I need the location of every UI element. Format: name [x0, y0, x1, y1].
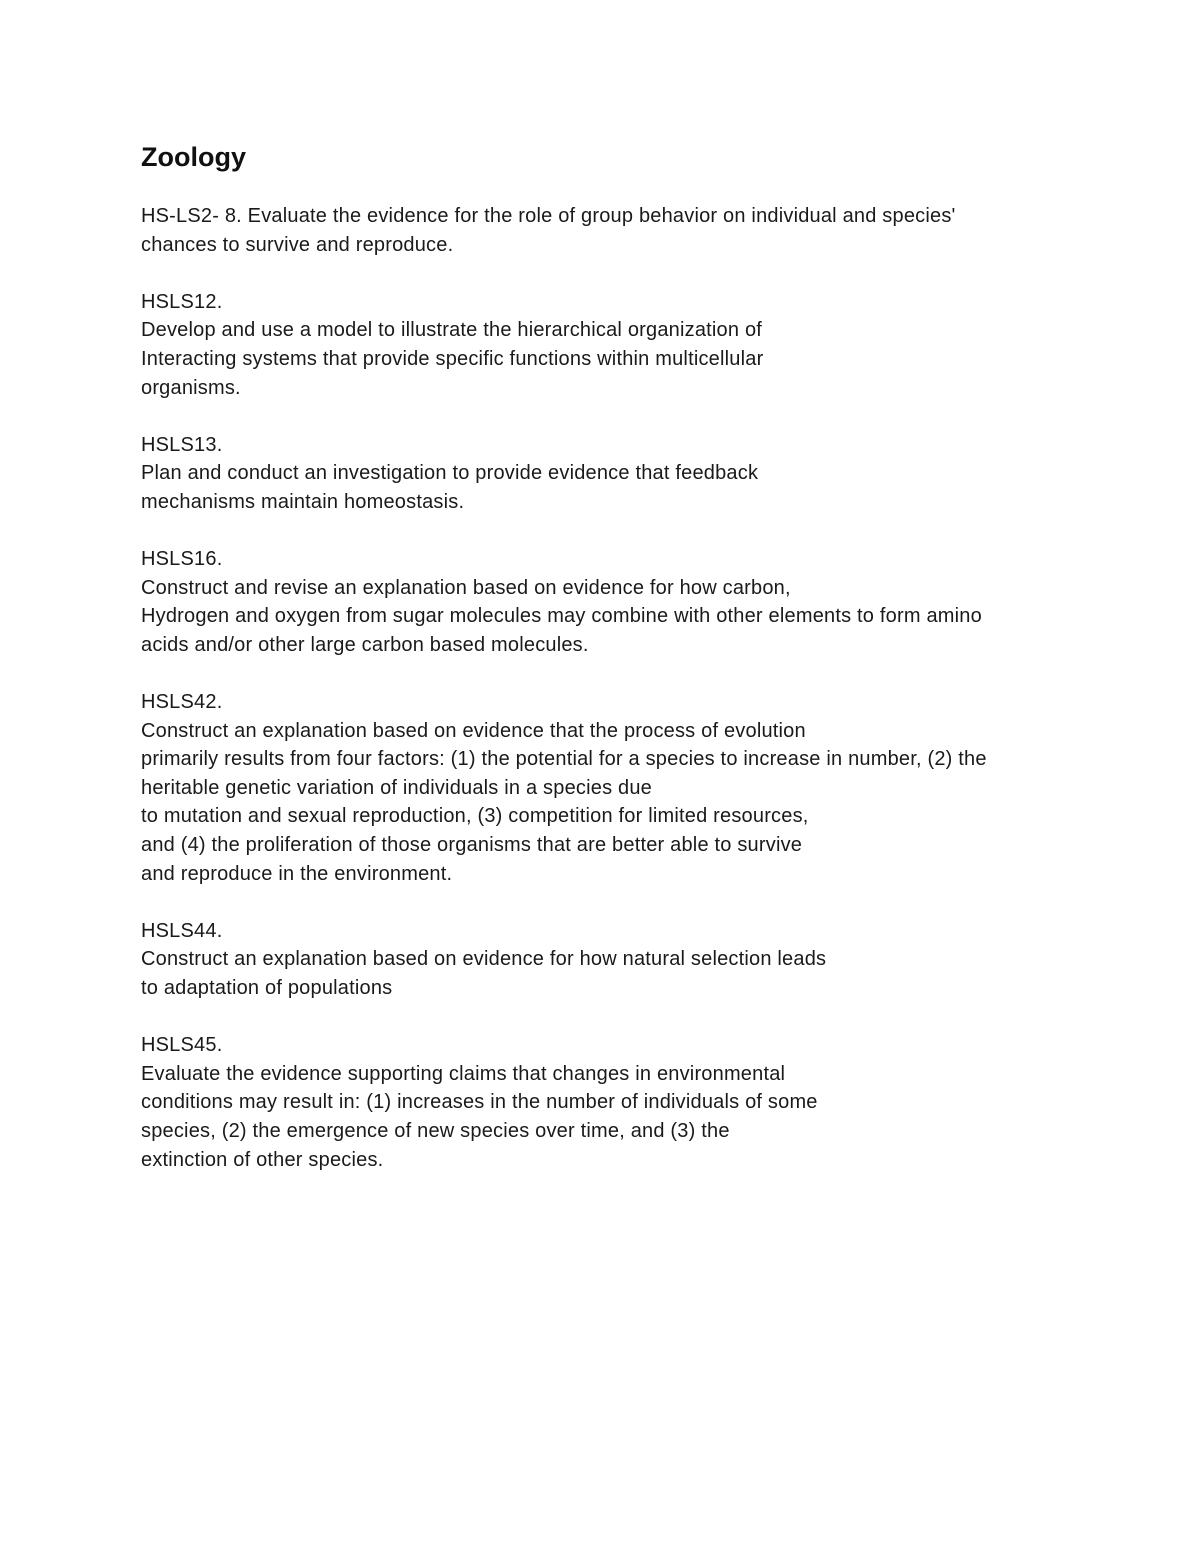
standard-code: HSLS42.	[141, 691, 223, 714]
standard-text-line: primarily results from four factors: (1) the potential for a species to increase in number, (2) the	[141, 748, 987, 771]
intro-standard	[141, 202, 1101, 259]
standard-code: HSLS12.	[141, 290, 223, 313]
standard-code: HSLS13.	[141, 433, 223, 456]
intro-line: HS-LS2- 8. Evaluate the evidence for the role of group behavior on individual and species'	[141, 205, 956, 227]
standard-text-line: to adaptation of populations	[141, 977, 393, 1000]
standard-text-line: extinction of other species.	[141, 1148, 384, 1171]
standard-section-hsls45	[141, 1031, 1101, 1174]
standard-section-hsls16	[141, 545, 1101, 659]
standard-section-hsls42	[141, 688, 1101, 888]
document-body	[141, 140, 1101, 1174]
standard-text-line: acids and/or other large carbon based molecules.	[141, 633, 589, 656]
standard-text-line: and (4) the proliferation of those organisms that are better able to survive	[141, 834, 803, 857]
standard-text-line: Interacting systems that provide specific functions within multicellular	[141, 347, 764, 370]
standard-text-line: species, (2) the emergence of new species over time, and (3) the	[141, 1120, 730, 1142]
standard-text-line: organisms.	[141, 376, 241, 399]
intro-line: chances to survive and reproduce.	[141, 233, 454, 256]
standard-section-hsls13	[141, 431, 1101, 517]
standard-text-line: conditions may result in: (1) increases in the number of individuals of some	[141, 1091, 818, 1114]
standard-text-line: Construct an explanation based on evidence for how natural selection leads	[141, 948, 827, 971]
standard-text-line: heritable genetic variation of individuals in a species due	[141, 776, 652, 799]
standard-text-line: to mutation and sexual reproduction, (3) competition for limited resources,	[141, 805, 809, 828]
standard-code: HSLS45.	[141, 1034, 223, 1057]
standard-text-line: Construct an explanation based on evidence that the process of evolution	[141, 719, 806, 742]
standard-text-line: Hydrogen and oxygen from sugar molecules may combine with other elements to form amino	[141, 605, 982, 628]
standard-text-line: mechanisms maintain homeostasis.	[141, 490, 465, 513]
standard-text-line: and reproduce in the environment.	[141, 862, 453, 885]
document-title: Zoology	[141, 142, 246, 172]
standard-text-line: Plan and conduct an investigation to provide evidence that feedback	[141, 462, 759, 485]
standard-text-line: Construct and revise an explanation based on evidence for how carbon,	[141, 576, 791, 599]
standard-text-line: Develop and use a model to illustrate the hierarchical organization of	[141, 319, 763, 342]
standard-text-line: Evaluate the evidence supporting claims that changes in environmental	[141, 1062, 786, 1085]
standard-section-hsls44	[141, 917, 1101, 1003]
standard-code: HSLS44.	[141, 919, 223, 942]
standard-code: HSLS16.	[141, 548, 223, 571]
standard-section-hsls12	[141, 288, 1101, 402]
